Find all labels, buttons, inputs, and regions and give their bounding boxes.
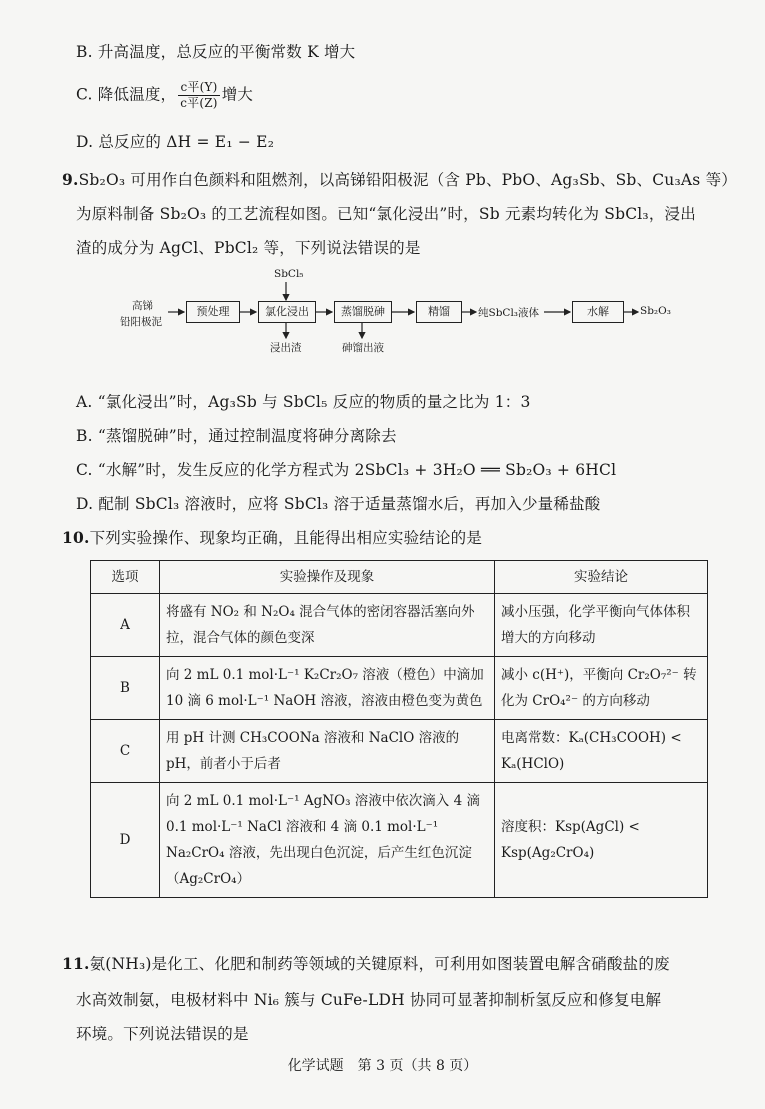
row-option: B bbox=[91, 657, 160, 720]
q8-fraction-numerator: c平(Y) bbox=[178, 80, 219, 96]
q9-option-d: D. 配制 SbCl₃ 溶液时，应将 SbCl₃ 溶于适量蒸馏水后，再加入少量稀盐酸 bbox=[76, 495, 601, 513]
flow-step-distillation-dearsenic: 蒸馏脱砷 bbox=[334, 301, 392, 323]
flow-step-hydrolysis: 水解 bbox=[572, 301, 624, 323]
q8-option-c-suffix: 增大 bbox=[221, 85, 254, 104]
flow-step-rectification: 精馏 bbox=[416, 301, 462, 323]
q11-line1-text: 氨(NH₃)是化工、化肥和制药等领域的关键原料，可利用如图装置电解含硝酸盐的废 bbox=[89, 955, 670, 973]
flow-raw-material-line2: 铅阳极泥 bbox=[120, 316, 162, 328]
q11-stem-line1 bbox=[62, 952, 670, 974]
q8-option-c bbox=[76, 80, 253, 111]
header-conclusion: 实验结论 bbox=[495, 561, 708, 594]
row-conclusion: 电离常数：Kₐ(CH₃COOH) < Kₐ(HClO) bbox=[495, 720, 708, 783]
row-option: A bbox=[91, 594, 160, 657]
table-header-row bbox=[91, 561, 708, 594]
q9-stem-line1 bbox=[62, 168, 737, 190]
q9-option-a: A. “氯化浸出”时，Ag₃Sb 与 SbCl₅ 反应的物质的量之比为 1：3 bbox=[76, 393, 531, 411]
row-conclusion: 减小 c(H⁺)，平衡向 Cr₂O₇²⁻ 转化为 CrO₄²⁻ 的方向移动 bbox=[495, 657, 708, 720]
q9-option-c: C. “水解”时，发生反应的化学方程式为 2SbCl₃ + 3H₂O ══ Sb₂O₃ + 6HCl bbox=[76, 461, 617, 479]
q8-option-b: B. 升高温度，总反应的平衡常数 K 增大 bbox=[76, 43, 356, 61]
flow-step-chlorination-leaching: 氯化浸出 bbox=[258, 301, 316, 323]
row-option: C bbox=[91, 720, 160, 783]
q8-option-c-prefix: C. 降低温度， bbox=[76, 85, 177, 104]
q9-stem-line3: 渣的成分为 AgCl、PbCl₂ 等，下列说法错误的是 bbox=[76, 239, 421, 257]
q10-number: 10. bbox=[62, 528, 90, 547]
q8-fraction-denominator: c平(Z) bbox=[180, 96, 218, 110]
table-row bbox=[91, 657, 708, 720]
table-row bbox=[91, 720, 708, 783]
row-operation: 向 2 mL 0.1 mol·L⁻¹ K₂Cr₂O₇ 溶液（橙色）中滴加 10 滴 6 mol·L⁻¹ NaOH 溶液，溶液由橙色变为黄色 bbox=[160, 657, 495, 720]
q10-stem-text: 下列实验操作、现象均正确，且能得出相应实验结论的是 bbox=[89, 529, 483, 547]
process-flow-diagram bbox=[120, 268, 680, 358]
flow-step-pretreatment: 预处理 bbox=[186, 301, 240, 323]
flow-residue-arsenic-distillate: 砷馏出液 bbox=[342, 342, 384, 354]
row-operation: 向 2 mL 0.1 mol·L⁻¹ AgNO₃ 溶液中依次滴入 4 滴 0.1 mol·L⁻¹ NaCl 溶液和 4 滴 0.1 mol·L⁻¹ Na₂CrO₄ 溶液，先出现白色沉淀，后产生红色沉淀（Ag₂CrO₄） bbox=[160, 783, 495, 898]
q8-option-d: D. 总反应的 ΔH = E₁ − E₂ bbox=[76, 133, 275, 151]
table-row bbox=[91, 783, 708, 898]
q9-number: 9. bbox=[62, 170, 79, 189]
q11-stem-line3: 环境。下列说法错误的是 bbox=[76, 1025, 249, 1043]
row-option: D bbox=[91, 783, 160, 898]
flow-raw-material-line1: 高锑 bbox=[132, 300, 153, 312]
flow-reagent-sbcl5: SbCl₅ bbox=[274, 268, 304, 280]
flow-residue-leach: 浸出渣 bbox=[270, 342, 302, 354]
page-footer: 化学试题 第 3 页（共 8 页） bbox=[287, 1058, 478, 1074]
experiment-table bbox=[90, 560, 708, 898]
q11-number: 11. bbox=[62, 954, 90, 973]
flow-product-pure-sbcl3: 纯SbCl₃液体 bbox=[478, 307, 540, 319]
row-operation: 用 pH 计测 CH₃COONa 溶液和 NaClO 溶液的 pH，前者小于后者 bbox=[160, 720, 495, 783]
q11-stem-line2: 水高效制氨，电极材料中 Ni₆ 簇与 CuFe-LDH 协同可显著抑制析氢反应和修复电解 bbox=[76, 991, 662, 1009]
q9-line1-text: Sb₂O₃ 可用作白色颜料和阻燃剂，以高锑铅阳极泥（含 Pb、PbO、Ag₃Sb、Sb、Cu₃As 等） bbox=[78, 171, 737, 189]
row-conclusion: 溶度积：Ksp(AgCl) < Ksp(Ag₂CrO₄) bbox=[495, 783, 708, 898]
header-operation: 实验操作及现象 bbox=[160, 561, 495, 594]
q8-fraction bbox=[178, 80, 219, 111]
q9-option-b: B. “蒸馏脱砷”时，通过控制温度将砷分离除去 bbox=[76, 427, 397, 445]
flow-final-product: Sb₂O₃ bbox=[640, 305, 671, 317]
q9-stem-line2: 为原料制备 Sb₂O₃ 的工艺流程如图。已知“氯化浸出”时，Sb 元素均转化为 SbCl₃，浸出 bbox=[76, 205, 696, 223]
header-option: 选项 bbox=[91, 561, 160, 594]
row-conclusion: 减小压强，化学平衡向气体体积增大的方向移动 bbox=[495, 594, 708, 657]
q10-stem bbox=[62, 526, 482, 548]
row-operation: 将盛有 NO₂ 和 N₂O₄ 混合气体的密闭容器活塞向外拉，混合气体的颜色变深 bbox=[160, 594, 495, 657]
table-row bbox=[91, 594, 708, 657]
